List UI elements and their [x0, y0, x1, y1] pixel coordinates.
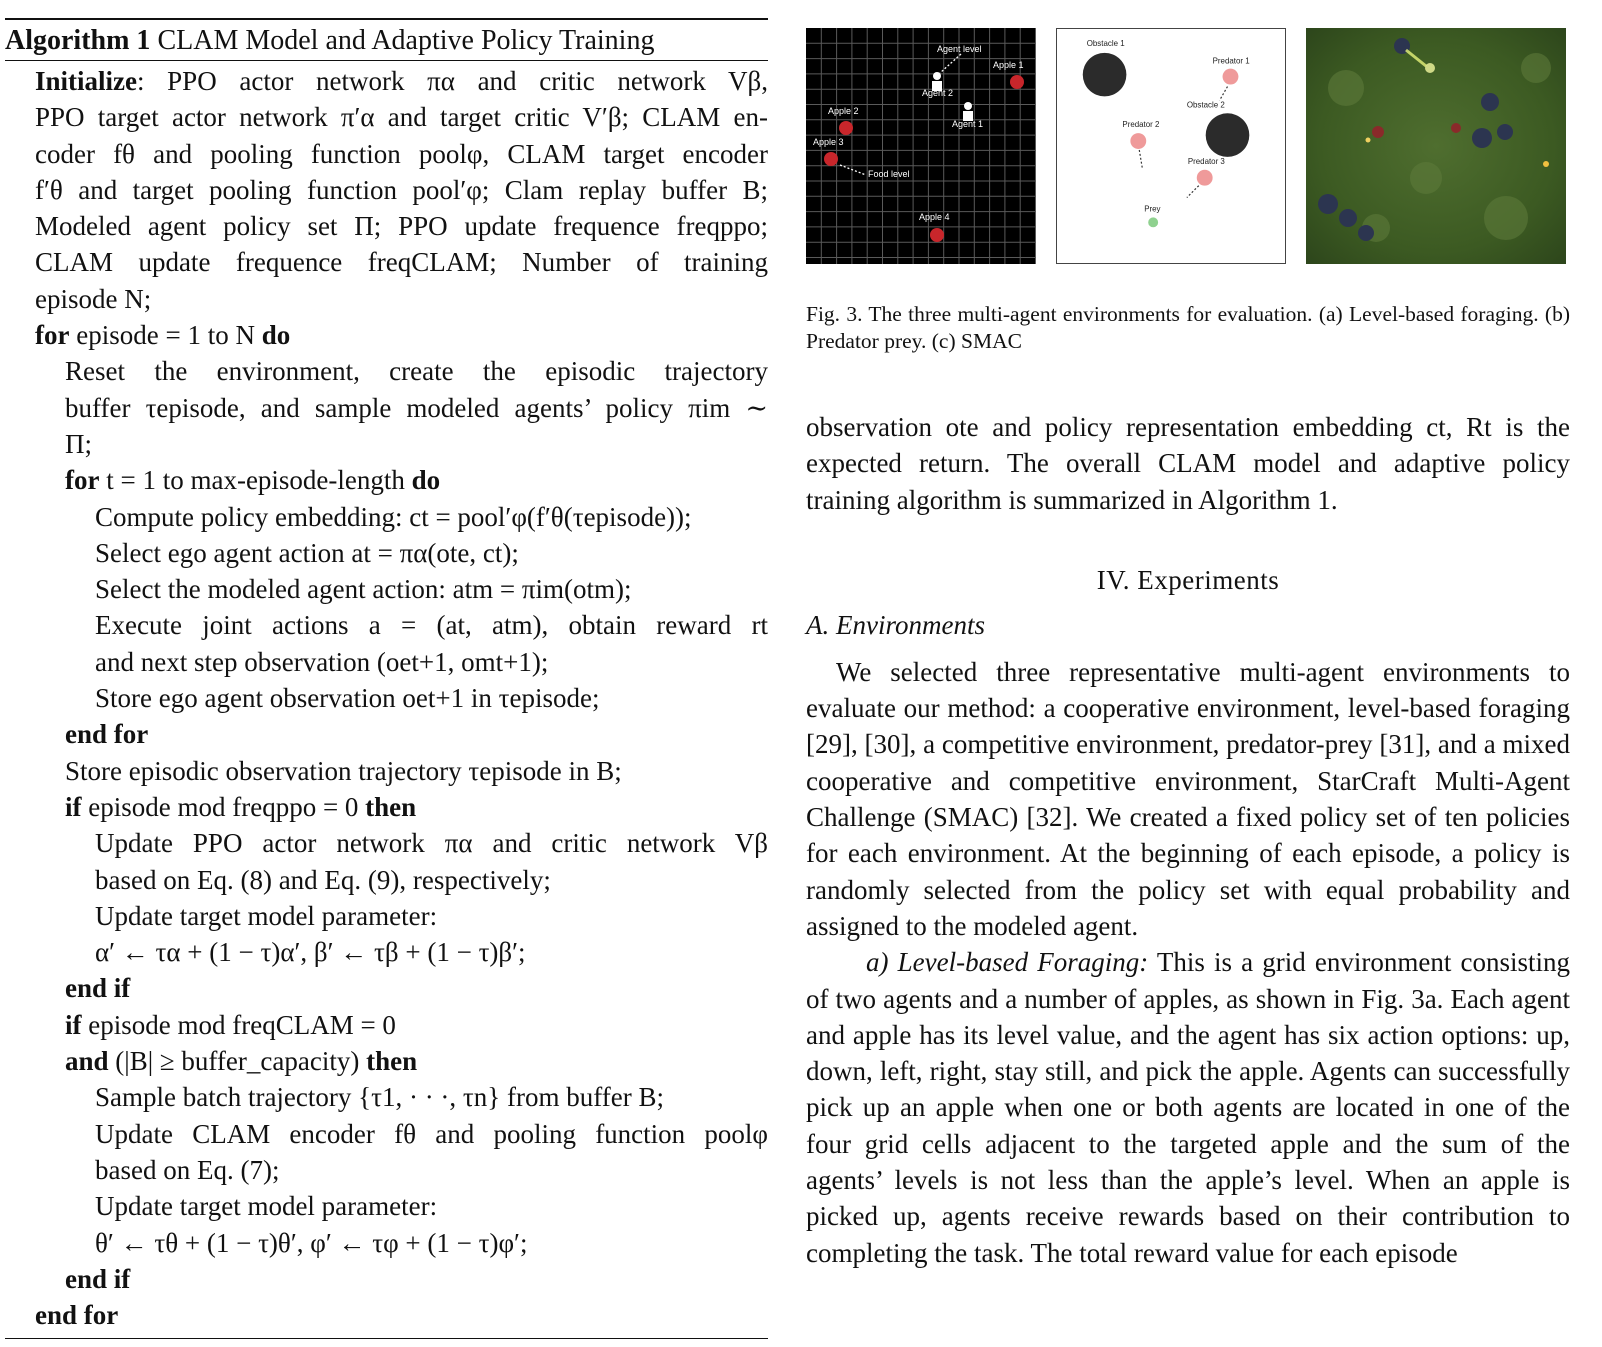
- clam-line-3: based on Eq. (7);: [95, 1154, 280, 1185]
- do-keyword: do: [411, 465, 441, 496]
- algorithm-title: [5, 20, 768, 60]
- if-clam-text: episode mod freqCLAM = 0: [81, 1009, 396, 1040]
- for-keyword: for: [65, 465, 100, 496]
- and-line: [5, 1043, 768, 1079]
- label-apple-1: Apple 1: [993, 60, 1024, 70]
- figure-caption: Fig. 3. The three multi-agent environments for evaluation. (a) Level-based foraging. (b) Predator prey. (c) SMAC: [806, 302, 1570, 353]
- step-line-5: and next step observation (oet+1, omt+1);: [95, 646, 549, 677]
- algorithm-body: [5, 61, 768, 1333]
- ppo-line-2: based on Eq. (8) and Eq. (9), respectively;: [95, 864, 551, 895]
- obstacle-icon: [1083, 53, 1127, 97]
- label-predator-1: Predator 1: [1212, 56, 1250, 66]
- ppo-line-3: Update target model parameter:: [95, 900, 438, 931]
- right-column: [806, 28, 1570, 1271]
- panel-predator-prey: [1056, 28, 1286, 264]
- reset-line-3: Π;: [65, 428, 92, 459]
- smac-screenshot-image: [1306, 28, 1566, 264]
- if-ppo-line: [5, 789, 768, 825]
- figure-3: [806, 28, 1570, 268]
- end-if-2: end if: [65, 1263, 131, 1294]
- label-predator-3: Predator 3: [1187, 156, 1225, 166]
- init-line-3: coder fθ and pooling function poolφ, CLAM target encoder: [35, 138, 768, 169]
- algorithm-block: [5, 18, 768, 1339]
- label-apple-4: Apple 4: [919, 212, 950, 222]
- step-line-4: Execute joint actions a = (at, atm), obtain reward rt: [95, 610, 768, 641]
- step-line-6: Store ego agent observation oet+1 in τepisode;: [95, 683, 600, 714]
- init-line-1: [5, 63, 768, 99]
- predator-prey-image: [1057, 29, 1285, 263]
- subsection-heading-environments: A. Environments: [806, 609, 985, 640]
- step-line-2: Select ego agent action at = πα(ote, ct);: [95, 537, 519, 568]
- predator-icon: [1130, 133, 1146, 149]
- label-apple-2: Apple 2: [828, 106, 859, 116]
- runin-heading-lbf: a) Level-based Foraging:: [866, 947, 1149, 978]
- paragraph-level-based-foraging: [806, 944, 1570, 1271]
- apple-icon: [930, 228, 944, 242]
- then-keyword: then: [365, 791, 417, 822]
- ppo-line-1: Update PPO actor network πα and critic network Vβ: [95, 828, 768, 859]
- prey-icon: [1148, 217, 1158, 227]
- clam-line-5: θ′ ← τθ + (1 − τ)θ′, φ′ ← τφ + (1 − τ)φ′;: [95, 1227, 528, 1258]
- init-line-6: CLAM update frequence freqCLAM; Number of training: [35, 247, 768, 278]
- clam-line-4: Update target model parameter:: [95, 1191, 438, 1222]
- then-keyword: then: [366, 1046, 418, 1077]
- do-keyword: do: [261, 320, 291, 351]
- if-keyword: if: [65, 791, 82, 822]
- predator-icon: [1197, 170, 1213, 186]
- apple-icon: [1010, 75, 1024, 89]
- algorithm-bottom-rule: [5, 1338, 768, 1339]
- init-text-1: : PPO actor network πα and critic network Vβ,: [137, 66, 768, 96]
- section-heading-experiments: IV. Experiments: [1096, 564, 1280, 595]
- panel-level-based-foraging: [806, 28, 1036, 264]
- for-t-text: t = 1 to max-episode-length: [99, 465, 412, 496]
- lbf-description: This is a grid environment consisting of two agents and a number of apples, as shown in Fig. 3a. Each agent and apple has its level value, and the agent has six action options: up, down, left, right, stay still, and pick the apple. Agents can successfully pick up an apple when one or both agents are located in one of the four grid cells adjacent to the targeted apple and the sum of the agents’ levels is not less than the apple’s level. When an apple is picked up, agents receive rewards based on their contribution to completing the task. The total reward value for each episode: [806, 947, 1571, 1268]
- init-line-5: Modeled agent policy set Π; PPO update frequence freqppo;: [35, 211, 768, 242]
- algorithm-label: Algorithm 1: [5, 25, 151, 56]
- label-obstacle-1: Obstacle 1: [1086, 38, 1125, 48]
- reset-line-1: Reset the environment, create the episodic trajectory: [65, 356, 768, 387]
- label-apple-3: Apple 3: [813, 137, 844, 147]
- predator-icon: [1223, 69, 1239, 85]
- end-for-inner: end for: [65, 719, 149, 750]
- ppo-line-4: α′ ← τα + (1 − τ)α′, β′ ← τβ + (1 − τ)β′;: [95, 937, 526, 968]
- paragraph-environments: We selected three representative multi-agent environments to evaluate our method: a cooperative environment, level-based foraging [29], [30], a competitive environment, predator-prey [31], and a mixed cooperative and competitive environment, StarCraft Multi-Agent Challenge (SMAC) [32]. We created a fixed policy set of ten policies for each environment. At the beginning of each episode, a policy is randomly selected from the policy set with equal probability and assigned to the modeled agent.: [806, 656, 1570, 941]
- step-line-3: Select the modeled agent action: atm = πim(otm);: [95, 574, 632, 605]
- init-line-4: f′θ and target pooling function pool′φ; Clam replay buffer B;: [35, 174, 768, 205]
- and-keyword: and: [65, 1046, 109, 1077]
- apple-icon: [824, 152, 838, 166]
- label-agent-level: Agent level: [937, 44, 982, 54]
- clam-line-2: Update CLAM encoder fθ and pooling function poolφ: [95, 1118, 768, 1149]
- label-predator-2: Predator 2: [1122, 120, 1160, 130]
- store-line: Store episodic observation trajectory τepisode in B;: [65, 755, 622, 786]
- if-clam-line: [5, 1007, 768, 1043]
- label-agent-1: Agent 1: [952, 119, 984, 129]
- init-line-7: episode N;: [35, 283, 152, 314]
- end-if-1: end if: [65, 973, 131, 1004]
- label-agent-2: Agent 2: [922, 88, 954, 98]
- apple-icon: [839, 121, 853, 135]
- reset-line-2: buffer τepisode, and sample modeled agents’ policy πim ∼: [65, 392, 768, 423]
- paragraph-algorithm-summary: observation ote and policy representation embedding ct, Rt is the expected return. The overall CLAM model and adaptive policy training algorithm is summarized in Algorithm 1.: [806, 412, 1570, 515]
- for-keyword: for: [35, 320, 70, 351]
- and-text: (|B| ≥ buffer_capacity): [108, 1046, 367, 1077]
- if-keyword: if: [65, 1009, 82, 1040]
- for-t-line: [5, 462, 768, 498]
- algorithm-caption: CLAM Model and Adaptive Policy Training: [157, 25, 655, 56]
- end-for-outer: end for: [35, 1300, 119, 1331]
- for-episode-line: [5, 317, 768, 353]
- step-line-1: Compute policy embedding: ct = pool′φ(f′θ(τepisode));: [95, 501, 692, 532]
- label-prey: Prey: [1144, 204, 1161, 214]
- if-ppo-text: episode mod freqppo = 0: [81, 791, 366, 822]
- init-line-2: PPO target actor network π′α and target critic V′β; CLAM en-: [35, 102, 768, 133]
- lbf-grid-image: [806, 28, 1036, 264]
- panel-smac: [1306, 28, 1566, 264]
- clam-line-1: Sample batch trajectory {τ1, · · ·, τn} from buffer B;: [95, 1082, 664, 1113]
- label-obstacle-2: Obstacle 2: [1186, 100, 1225, 110]
- label-food-level: Food level: [868, 169, 910, 179]
- for-episode-text: episode = 1 to N: [69, 320, 262, 351]
- obstacle-icon: [1206, 113, 1250, 157]
- initialize-keyword: Initialize: [35, 66, 137, 96]
